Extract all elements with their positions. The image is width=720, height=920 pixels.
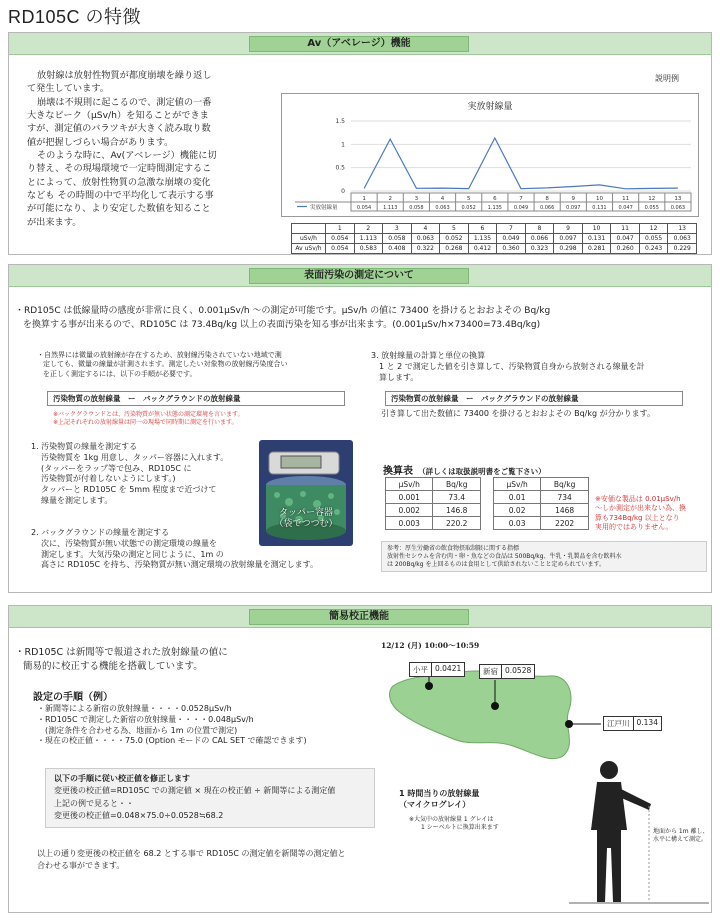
surface-intro (15, 305, 709, 332)
note-line: ※安価な製品は 0.01μSv/h (595, 495, 681, 503)
table-cell: 0.097 (554, 234, 583, 244)
x-tick-label: 10 (595, 196, 603, 202)
section-title: 表面汚染の測定について (249, 268, 469, 284)
data-label: 0.047 (618, 205, 633, 211)
text-line: ・RD105C は新聞等で報道された放射線量の値に (15, 647, 228, 658)
table-cell: 0.054 (326, 234, 355, 244)
text-line: 1 と 2 で測定した値を引き算して、汚染物質自身から放射される線量を計 (379, 361, 645, 371)
table-cell: 0.058 (383, 234, 412, 244)
table-cell: 0.03 (494, 517, 541, 530)
text-line: とによって、放射性物質の急激な崩壊の変化 (27, 176, 211, 188)
table-cell: 0.054 (326, 244, 355, 254)
x-tick-label: 4 (440, 196, 445, 202)
setup-steps (37, 704, 387, 747)
x-tick-label: 9 (571, 196, 576, 202)
x-tick-label: 1 (362, 196, 366, 202)
table-cell: 1468 (541, 504, 589, 517)
list-item: ・RD105C で測定した新宿の放射線量・・・・0.048μSv/h (37, 714, 254, 724)
y-tick-label: 0.5 (335, 164, 345, 172)
list-item: ・現在の校正値・・・・75.0 (Option モードの CAL SET で確認できます) (37, 736, 307, 746)
map-label-shinjuku (479, 664, 535, 679)
table-cell: 1.113 (354, 234, 383, 244)
text-line: 測定します。大気汚染の測定と同じように、1m の (41, 549, 224, 559)
table-cell: 0.047 (611, 234, 640, 244)
map-region (390, 671, 571, 759)
text-line: 高さに RD105C を持ち、汚染物質が無い測定環境の放射線量を測定します。 (41, 560, 319, 570)
table-cell: 0.268 (440, 244, 469, 254)
text-line: 崩壊は不規則に起こるので、測定値の一番 (37, 96, 212, 108)
calibration-closing (37, 848, 387, 873)
data-label: 0.054 (356, 205, 372, 211)
x-tick-label: 7 (519, 196, 523, 202)
text-line: 汚染物質を 1kg 用意し、タッパー容器に入れます。 (41, 452, 229, 462)
table-cell: 0.063 (668, 234, 697, 244)
calibration-formula-box (45, 768, 375, 828)
step1-text (31, 442, 271, 507)
section-title: Av（アベレージ）機能 (249, 36, 469, 52)
legend-label: 実放射線量 (310, 205, 338, 211)
table-cell: 12 (639, 224, 668, 234)
table-row (292, 244, 697, 254)
step3-text (371, 351, 707, 383)
table-cell: 5 (440, 224, 469, 234)
table-cell: 4 (411, 224, 440, 234)
chart-title: 実放射線量 (467, 102, 513, 112)
table-cell: 6 (468, 224, 497, 234)
data-label: 1.135 (487, 205, 503, 211)
note-line: ※大気中の放射線量 1 グレイは (409, 816, 494, 823)
note-line: 実用的ではありません。 (595, 523, 673, 532)
data-label: 0.097 (566, 205, 581, 211)
text-line: が出来ます。 (27, 216, 82, 228)
list-item: ・新聞等による新宿の放射線量・・・・0.0528μSv/h (37, 704, 232, 713)
table-row (292, 234, 697, 244)
average-data-table (291, 223, 697, 254)
step-heading: 2. バックグラウンドの線量を測定する (31, 528, 170, 537)
table-cell: 0.02 (494, 504, 541, 517)
table-row (494, 491, 589, 504)
table-cell: 0.323 (525, 244, 554, 254)
text-line: （マイクログレイ） (399, 800, 471, 810)
table-header-row (292, 224, 697, 234)
table-header-row (494, 478, 589, 491)
place-name: 新宿 (480, 665, 502, 678)
table-cell: 0.055 (639, 234, 668, 244)
text-line: (タッパーをラップ等で包み、RD105C に (41, 463, 192, 473)
table-row (386, 517, 481, 530)
table-cell: 13 (668, 224, 697, 234)
x-tick-label: 13 (674, 196, 682, 202)
text-line: が可能になり、より安定した数値を知ること (27, 203, 211, 215)
x-tick-label: 2 (388, 196, 392, 202)
table-cell: 0.052 (440, 234, 469, 244)
note-line: 〜しか測定が出来ない為、換 (595, 504, 686, 513)
x-tick-label: 5 (466, 196, 471, 202)
step-heading: 1. 汚染物質の線量を測定する (31, 442, 138, 451)
table-cell: 2202 (541, 517, 589, 530)
text-line: 値が把握しづらい場合があります。 (27, 136, 174, 148)
x-tick-label: 11 (622, 196, 630, 202)
table-cell: 0.001 (386, 491, 433, 504)
text-line: 以上の通り変更後の校正値を 68.2 とする事で RD105C の測定値を新聞等の測定値と (37, 849, 346, 858)
background-notes (53, 411, 353, 427)
section-average (8, 32, 712, 255)
page-title: RD105C の特徴 (8, 7, 142, 27)
data-label: 0.058 (409, 205, 424, 211)
setup-title: 設定の手順（例） (33, 692, 113, 703)
y-tick-label: 0 (341, 188, 345, 195)
text-line: 算します。 (379, 372, 419, 382)
table-cell: 0.322 (411, 244, 440, 254)
table-row (494, 517, 589, 530)
text-line: 線量を測定します。 (41, 495, 113, 505)
step3-result: 引き算して出た数値に 73400 を掛けるとおおよその Bq/kg が分かります。 (381, 409, 655, 418)
text-line: 合わせる事ができます。 (37, 861, 125, 871)
formula-box: 汚染物質の放射線量 ー バックグラウンドの放射線量 (385, 391, 683, 406)
table-cell: 0.281 (582, 244, 611, 254)
table-cell: 7 (497, 224, 526, 234)
text-line: タッパーと RD105C を 5mm 程度まで近づけて (41, 485, 217, 495)
table-cell: 220.2 (433, 517, 481, 530)
step2-text (31, 528, 371, 571)
conversion-note: （詳しくは取扱説明書をご覧下さい） (418, 467, 546, 476)
radiation-line-chart (281, 93, 699, 217)
table-cell: 73.4 (433, 491, 481, 504)
conversion-table-right (493, 477, 589, 530)
hourly-dose-title (399, 788, 479, 810)
table-cell: μSv/h (494, 478, 541, 491)
data-label: 0.066 (539, 205, 555, 211)
table-cell: 9 (554, 224, 583, 234)
table-cell: 0.260 (611, 244, 640, 254)
text-line: 簡易的に校正する機能を搭載しています。 (23, 661, 203, 673)
step-heading: 3. 放射線量の計算と単位の換算 (371, 351, 486, 360)
table-header-row (386, 478, 481, 491)
text-line: すが、測定値のバラツキが大きく読み取り数 (27, 123, 211, 135)
data-label: 0.049 (513, 205, 529, 211)
data-label: 0.063 (670, 205, 686, 211)
table-row (386, 491, 481, 504)
data-label: 1.113 (383, 205, 398, 211)
height-note (653, 828, 708, 845)
average-description (27, 69, 283, 229)
x-tick-label: 3 (414, 196, 419, 202)
text-line: て発生しています。 (27, 83, 109, 95)
conversion-title-text: 換算表 (383, 466, 413, 477)
table-cell: 0.003 (386, 517, 433, 530)
data-label: 0.063 (435, 205, 450, 211)
text-line: 変更後の校正値=RD105C での測定値 × 現在の校正値 ÷ 新聞等による測定値 (54, 786, 336, 796)
photo-label: （袋でつつむ） (274, 519, 338, 530)
text-line: ・自然界には微量の放射線が存在するため、放射線汚染されていない地域で測 (37, 351, 282, 359)
table-cell: Bq/kg (433, 478, 481, 491)
text-line: 次に、汚染物質が無い状態での測定環境の線量を (41, 538, 217, 548)
text-line: 放射性セシウムを含む肉・卵・魚などの食品は 500Bq/kg、牛乳・乳製品を含む飲料水 (387, 552, 622, 560)
table-cell: 2 (354, 224, 383, 234)
y-tick-label: 1 (341, 141, 345, 149)
text-line: なども その時間の中で平均化して表示する事 (27, 190, 214, 202)
text-line: 定しても、微量の線量が計測されます。測定したい対象物の放射線汚染度合い (43, 360, 288, 369)
calibration-intro (15, 646, 365, 675)
section-surface-contamination (8, 264, 712, 593)
section-title: 簡易校正機能 (249, 609, 469, 625)
conversion-table-left (385, 477, 481, 530)
text-line: 放射線は放射性物質が都度崩壊を繰り返し (37, 70, 212, 81)
section-header (9, 606, 711, 628)
list-item: (測定条件を合わせる為、地面から 1m の位置で測定) (37, 725, 238, 735)
cheap-product-note (595, 495, 711, 533)
table-cell: 0.360 (497, 244, 526, 254)
gray-note (409, 816, 499, 833)
text-line: 参考：厚生労働省の飲食物摂取制限に関する指標 (387, 545, 520, 552)
text-line: 汚染物質が付着しないようにします。) (41, 474, 176, 484)
table-cell: 734 (541, 491, 589, 504)
table-cell: 0.243 (639, 244, 668, 254)
table-cell (292, 224, 326, 234)
conversion-title (383, 459, 546, 478)
section-header (9, 33, 711, 55)
note-line: ※バックグラウンドとは、汚染物質が無い状態の測定環境を言います。 (53, 411, 244, 418)
y-tick-label: 1.5 (335, 118, 345, 125)
photo-label: タッパー容器 (278, 508, 333, 518)
x-tick-label: 12 (648, 196, 656, 202)
map-label-kodaira (409, 662, 465, 677)
table-cell: 1 (326, 224, 355, 234)
section-header (9, 265, 711, 287)
table-cell: 0.01 (494, 491, 541, 504)
text-line: そのような時に、Av(アベレージ）機能に切 (37, 150, 217, 162)
table-cell: 3 (383, 224, 412, 234)
text-line: ・RD105C は低線量時の感度が非常に良く、0.001μSv/h 〜の測定が可能です。μSv/h の値に 73400 を掛けるとおおよその Bq/kg (15, 306, 551, 316)
text-line: 上記の例で見ると・・ (54, 798, 134, 808)
table-cell: 0.063 (411, 234, 440, 244)
place-name: 小平 (410, 663, 432, 676)
reference-box (381, 541, 707, 572)
table-cell: 11 (611, 224, 640, 234)
text-line: 1 時間当りの放射線量 (399, 789, 480, 798)
data-label: 0.131 (592, 205, 607, 211)
table-cell: 0.131 (582, 234, 611, 244)
table-cell: 10 (582, 224, 611, 234)
procedure-intro (37, 351, 377, 379)
note-line: ※上記それぞれの放射線量は同一の現場で同時期に測定を行います。 (53, 418, 238, 426)
table-row (494, 504, 589, 517)
table-row (386, 504, 481, 517)
table-cell: 0.412 (468, 244, 497, 254)
place-value: 0.0528 (505, 666, 532, 675)
table-cell: 0.066 (525, 234, 554, 244)
place-name: 江戸川 (604, 717, 634, 730)
note-line: 地面から 1m 離し、 (653, 828, 709, 835)
text-line: 変更後の校正値=0.048×75.0÷0.0528≒68.2 (54, 811, 224, 821)
box-heading: 以下の手順に従い校正値を修正します (54, 774, 190, 783)
place-value: 0.0421 (435, 664, 462, 673)
text-line: り替え、その現場環境で一定時間測定するこ (27, 163, 212, 175)
table-cell: Av uSv/h (292, 244, 326, 254)
formula-box: 汚染物質の放射線量 ー バックグラウンドの放射線量 (47, 391, 345, 406)
x-tick-label: 8 (545, 196, 549, 202)
place-value: 0.134 (636, 718, 658, 727)
table-cell: 0.298 (554, 244, 583, 254)
table-cell: 1.135 (468, 234, 497, 244)
table-cell: uSv/h (292, 234, 326, 244)
text-line: を正しく測定するには、以下の手順が必要です。 (43, 369, 197, 378)
x-tick-label: 6 (493, 196, 497, 202)
map-label-edogawa (603, 716, 662, 731)
note-line: 水平に構えて測定。 (653, 836, 708, 844)
table-cell: 0.002 (386, 504, 433, 517)
note-line: 算も734Bq/kg 以上となり (595, 513, 680, 522)
map-date: 12/12 (月) 10:00〜10:59 (381, 641, 480, 650)
data-label: 0.055 (644, 205, 659, 211)
table-cell: Bq/kg (541, 478, 589, 491)
table-cell: 8 (525, 224, 554, 234)
table-cell: 0.229 (668, 244, 697, 254)
note-line: 1 シーベルトに換算出来ます (421, 824, 499, 832)
data-label: 0.052 (461, 205, 476, 211)
table-cell: 0.049 (497, 234, 526, 244)
section-calibration (8, 605, 712, 913)
example-label: 説明例 (655, 74, 679, 83)
text-line: 大きなピーク（μSv/h）を知ることができま (27, 110, 209, 122)
table-cell: μSv/h (386, 478, 433, 491)
table-cell: 146.8 (433, 504, 481, 517)
table-cell: 0.583 (354, 244, 383, 254)
table-cell: 0.408 (383, 244, 412, 254)
text-line: は 200Bq/kg を上回るものは食用として供給されないことと定められています。 (387, 560, 606, 568)
text-line: を換算する事が出来るので、RD105C は 73.4Bq/kg 以上の表面汚染を知る事が出来ます。(0.001μSv/h×73400=73.4Bq/kg) (23, 319, 541, 330)
